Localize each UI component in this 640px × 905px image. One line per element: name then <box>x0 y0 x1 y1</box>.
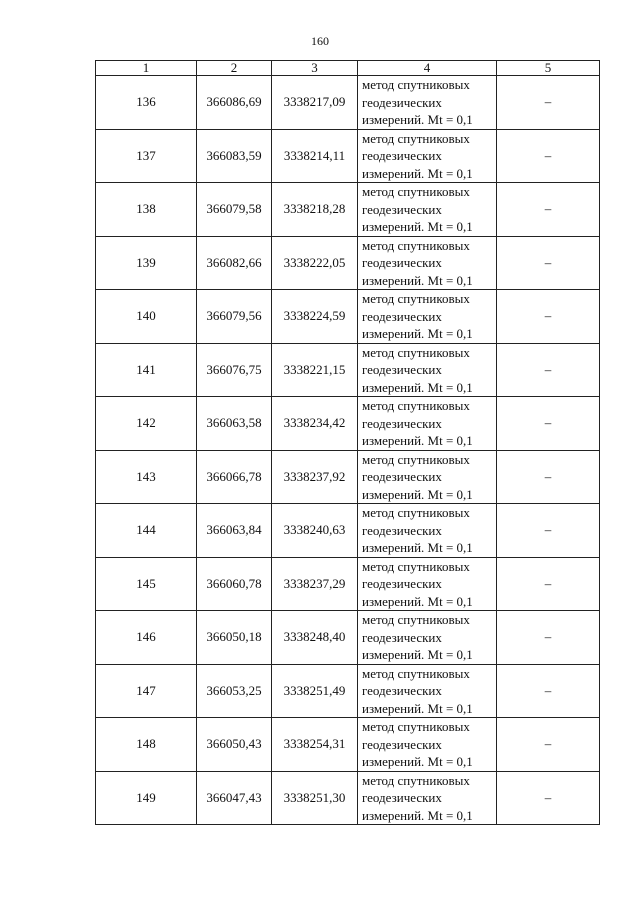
method-line-1: метод спутниковых <box>362 130 470 146</box>
method-line-3: измерений. Mt = 0,1 <box>362 754 473 769</box>
note-cell: – <box>497 76 600 130</box>
method-cell <box>358 129 497 183</box>
method-cell <box>358 343 497 397</box>
coordinates-table <box>95 60 600 825</box>
point-number: 138 <box>96 183 197 237</box>
method-line-3: измерений. Mt = 0,1 <box>362 326 473 341</box>
method-cell <box>358 718 497 772</box>
header-col-2: 2 <box>197 61 272 76</box>
page-number: 160 <box>311 34 329 48</box>
table-row <box>96 664 600 718</box>
note-cell: – <box>497 183 600 237</box>
coord-x: 366066,78 <box>197 450 272 504</box>
method-cell <box>358 290 497 344</box>
method-line-2: геодезических <box>362 736 442 752</box>
method-cell <box>358 183 497 237</box>
coord-y: 3338251,49 <box>272 664 358 718</box>
table-row <box>96 129 600 183</box>
coord-y: 3338254,31 <box>272 718 358 772</box>
method-line-1: метод спутниковых <box>362 237 470 253</box>
coord-x: 366083,59 <box>197 129 272 183</box>
table-row <box>96 397 600 451</box>
table-row <box>96 76 600 130</box>
table-row <box>96 343 600 397</box>
method-line-2: геодезических <box>362 415 442 431</box>
method-line-3: измерений. Mt = 0,1 <box>362 593 473 609</box>
method-cell <box>358 504 497 558</box>
point-number: 139 <box>96 236 197 290</box>
coord-x: 366079,58 <box>197 183 272 237</box>
coord-y: 3338214,11 <box>272 129 358 183</box>
method-line-3: измерений. Mt = 0,1 <box>362 540 473 555</box>
note-cell: – <box>497 343 600 397</box>
method-line-3: измерений. Mt = 0,1 <box>362 807 473 823</box>
coord-y: 3338221,15 <box>272 343 358 397</box>
header-col-1: 1 <box>96 61 197 76</box>
coord-y: 3338234,42 <box>272 397 358 451</box>
method-line-3: измерений. Mt = 0,1 <box>362 112 473 127</box>
note-cell: – <box>497 290 600 344</box>
note-cell: – <box>497 611 600 665</box>
method-line-1: метод спутниковых <box>362 77 470 92</box>
method-line-3: измерений. Mt = 0,1 <box>362 433 473 448</box>
coord-y: 3338237,29 <box>272 557 358 611</box>
table-row <box>96 290 600 344</box>
coord-y: 3338248,40 <box>272 611 358 665</box>
method-cell <box>358 76 497 130</box>
method-line-2: геодезических <box>362 308 442 324</box>
coord-x: 366079,56 <box>197 290 272 344</box>
coord-x: 366063,84 <box>197 504 272 558</box>
method-cell <box>358 611 497 665</box>
point-number: 145 <box>96 557 197 611</box>
coord-y: 3338222,05 <box>272 236 358 290</box>
method-line-3: измерений. Mt = 0,1 <box>362 486 473 502</box>
coord-x: 366086,69 <box>197 76 272 130</box>
coord-x: 366050,43 <box>197 718 272 772</box>
method-line-2: геодезических <box>362 522 442 538</box>
method-line-2: геодезических <box>362 576 442 591</box>
method-line-2: геодезических <box>362 94 442 110</box>
method-cell <box>358 771 497 825</box>
method-line-1: метод спутниковых <box>362 344 470 360</box>
table-row <box>96 557 600 611</box>
method-line-2: геодезических <box>362 629 442 645</box>
method-line-1: метод спутниковых <box>362 291 470 306</box>
method-line-3: измерений. Mt = 0,1 <box>362 379 473 395</box>
note-cell: – <box>497 397 600 451</box>
point-number: 142 <box>96 397 197 451</box>
table-row <box>96 450 600 504</box>
method-line-1: метод спутниковых <box>362 612 470 627</box>
coord-x: 366053,25 <box>197 664 272 718</box>
method-line-3: измерений. Mt = 0,1 <box>362 165 473 181</box>
coord-y: 3338251,30 <box>272 771 358 825</box>
note-cell: – <box>497 718 600 772</box>
method-cell <box>358 236 497 290</box>
note-cell: – <box>497 504 600 558</box>
note-cell: – <box>497 129 600 183</box>
header-col-3: 3 <box>272 61 358 76</box>
method-cell <box>358 664 497 718</box>
note-cell: – <box>497 664 600 718</box>
header-col-4: 4 <box>358 61 497 76</box>
table-row <box>96 504 600 558</box>
point-number: 149 <box>96 771 197 825</box>
coord-y: 3338218,28 <box>272 183 358 237</box>
method-line-1: метод спутниковых <box>362 719 470 734</box>
coord-x: 366050,18 <box>197 611 272 665</box>
table-row <box>96 183 600 237</box>
method-line-1: метод спутниковых <box>362 451 470 467</box>
table-row <box>96 718 600 772</box>
method-line-3: измерений. Mt = 0,1 <box>362 700 473 716</box>
point-number: 143 <box>96 450 197 504</box>
table-row <box>96 771 600 825</box>
method-line-1: метод спутниковых <box>362 505 470 520</box>
point-number: 147 <box>96 664 197 718</box>
point-number: 136 <box>96 76 197 130</box>
table-row <box>96 611 600 665</box>
coord-y: 3338224,59 <box>272 290 358 344</box>
point-number: 137 <box>96 129 197 183</box>
point-number: 146 <box>96 611 197 665</box>
point-number: 140 <box>96 290 197 344</box>
coord-y: 3338240,63 <box>272 504 358 558</box>
method-cell <box>358 557 497 611</box>
coord-x: 366063,58 <box>197 397 272 451</box>
method-cell <box>358 397 497 451</box>
method-line-2: геодезических <box>362 469 442 484</box>
note-cell: – <box>497 450 600 504</box>
header-col-5: 5 <box>497 61 600 76</box>
method-line-3: измерений. Mt = 0,1 <box>362 272 473 288</box>
coord-y: 3338217,09 <box>272 76 358 130</box>
coord-x: 366047,43 <box>197 771 272 825</box>
method-line-3: измерений. Mt = 0,1 <box>362 647 473 662</box>
method-line-2: геодезических <box>362 362 442 377</box>
table-row <box>96 236 600 290</box>
header-row <box>96 61 600 76</box>
note-cell: – <box>497 236 600 290</box>
coord-x: 366082,66 <box>197 236 272 290</box>
method-line-1: метод спутниковых <box>362 772 470 788</box>
note-cell: – <box>497 557 600 611</box>
method-line-2: геодезических <box>362 201 442 217</box>
method-line-1: метод спутниковых <box>362 558 470 574</box>
coord-x: 366076,75 <box>197 343 272 397</box>
method-line-1: метод спутниковых <box>362 398 470 413</box>
coord-x: 366060,78 <box>197 557 272 611</box>
method-line-2: геодезических <box>362 683 442 698</box>
note-cell: – <box>497 771 600 825</box>
point-number: 144 <box>96 504 197 558</box>
method-cell <box>358 450 497 504</box>
method-line-2: геодезических <box>362 790 442 805</box>
method-line-1: метод спутниковых <box>362 665 470 681</box>
coord-y: 3338237,92 <box>272 450 358 504</box>
point-number: 141 <box>96 343 197 397</box>
method-line-3: измерений. Mt = 0,1 <box>362 219 473 234</box>
method-line-1: метод спутниковых <box>362 184 470 199</box>
method-line-2: геодезических <box>362 255 442 270</box>
point-number: 148 <box>96 718 197 772</box>
method-line-2: геодезических <box>362 148 442 163</box>
